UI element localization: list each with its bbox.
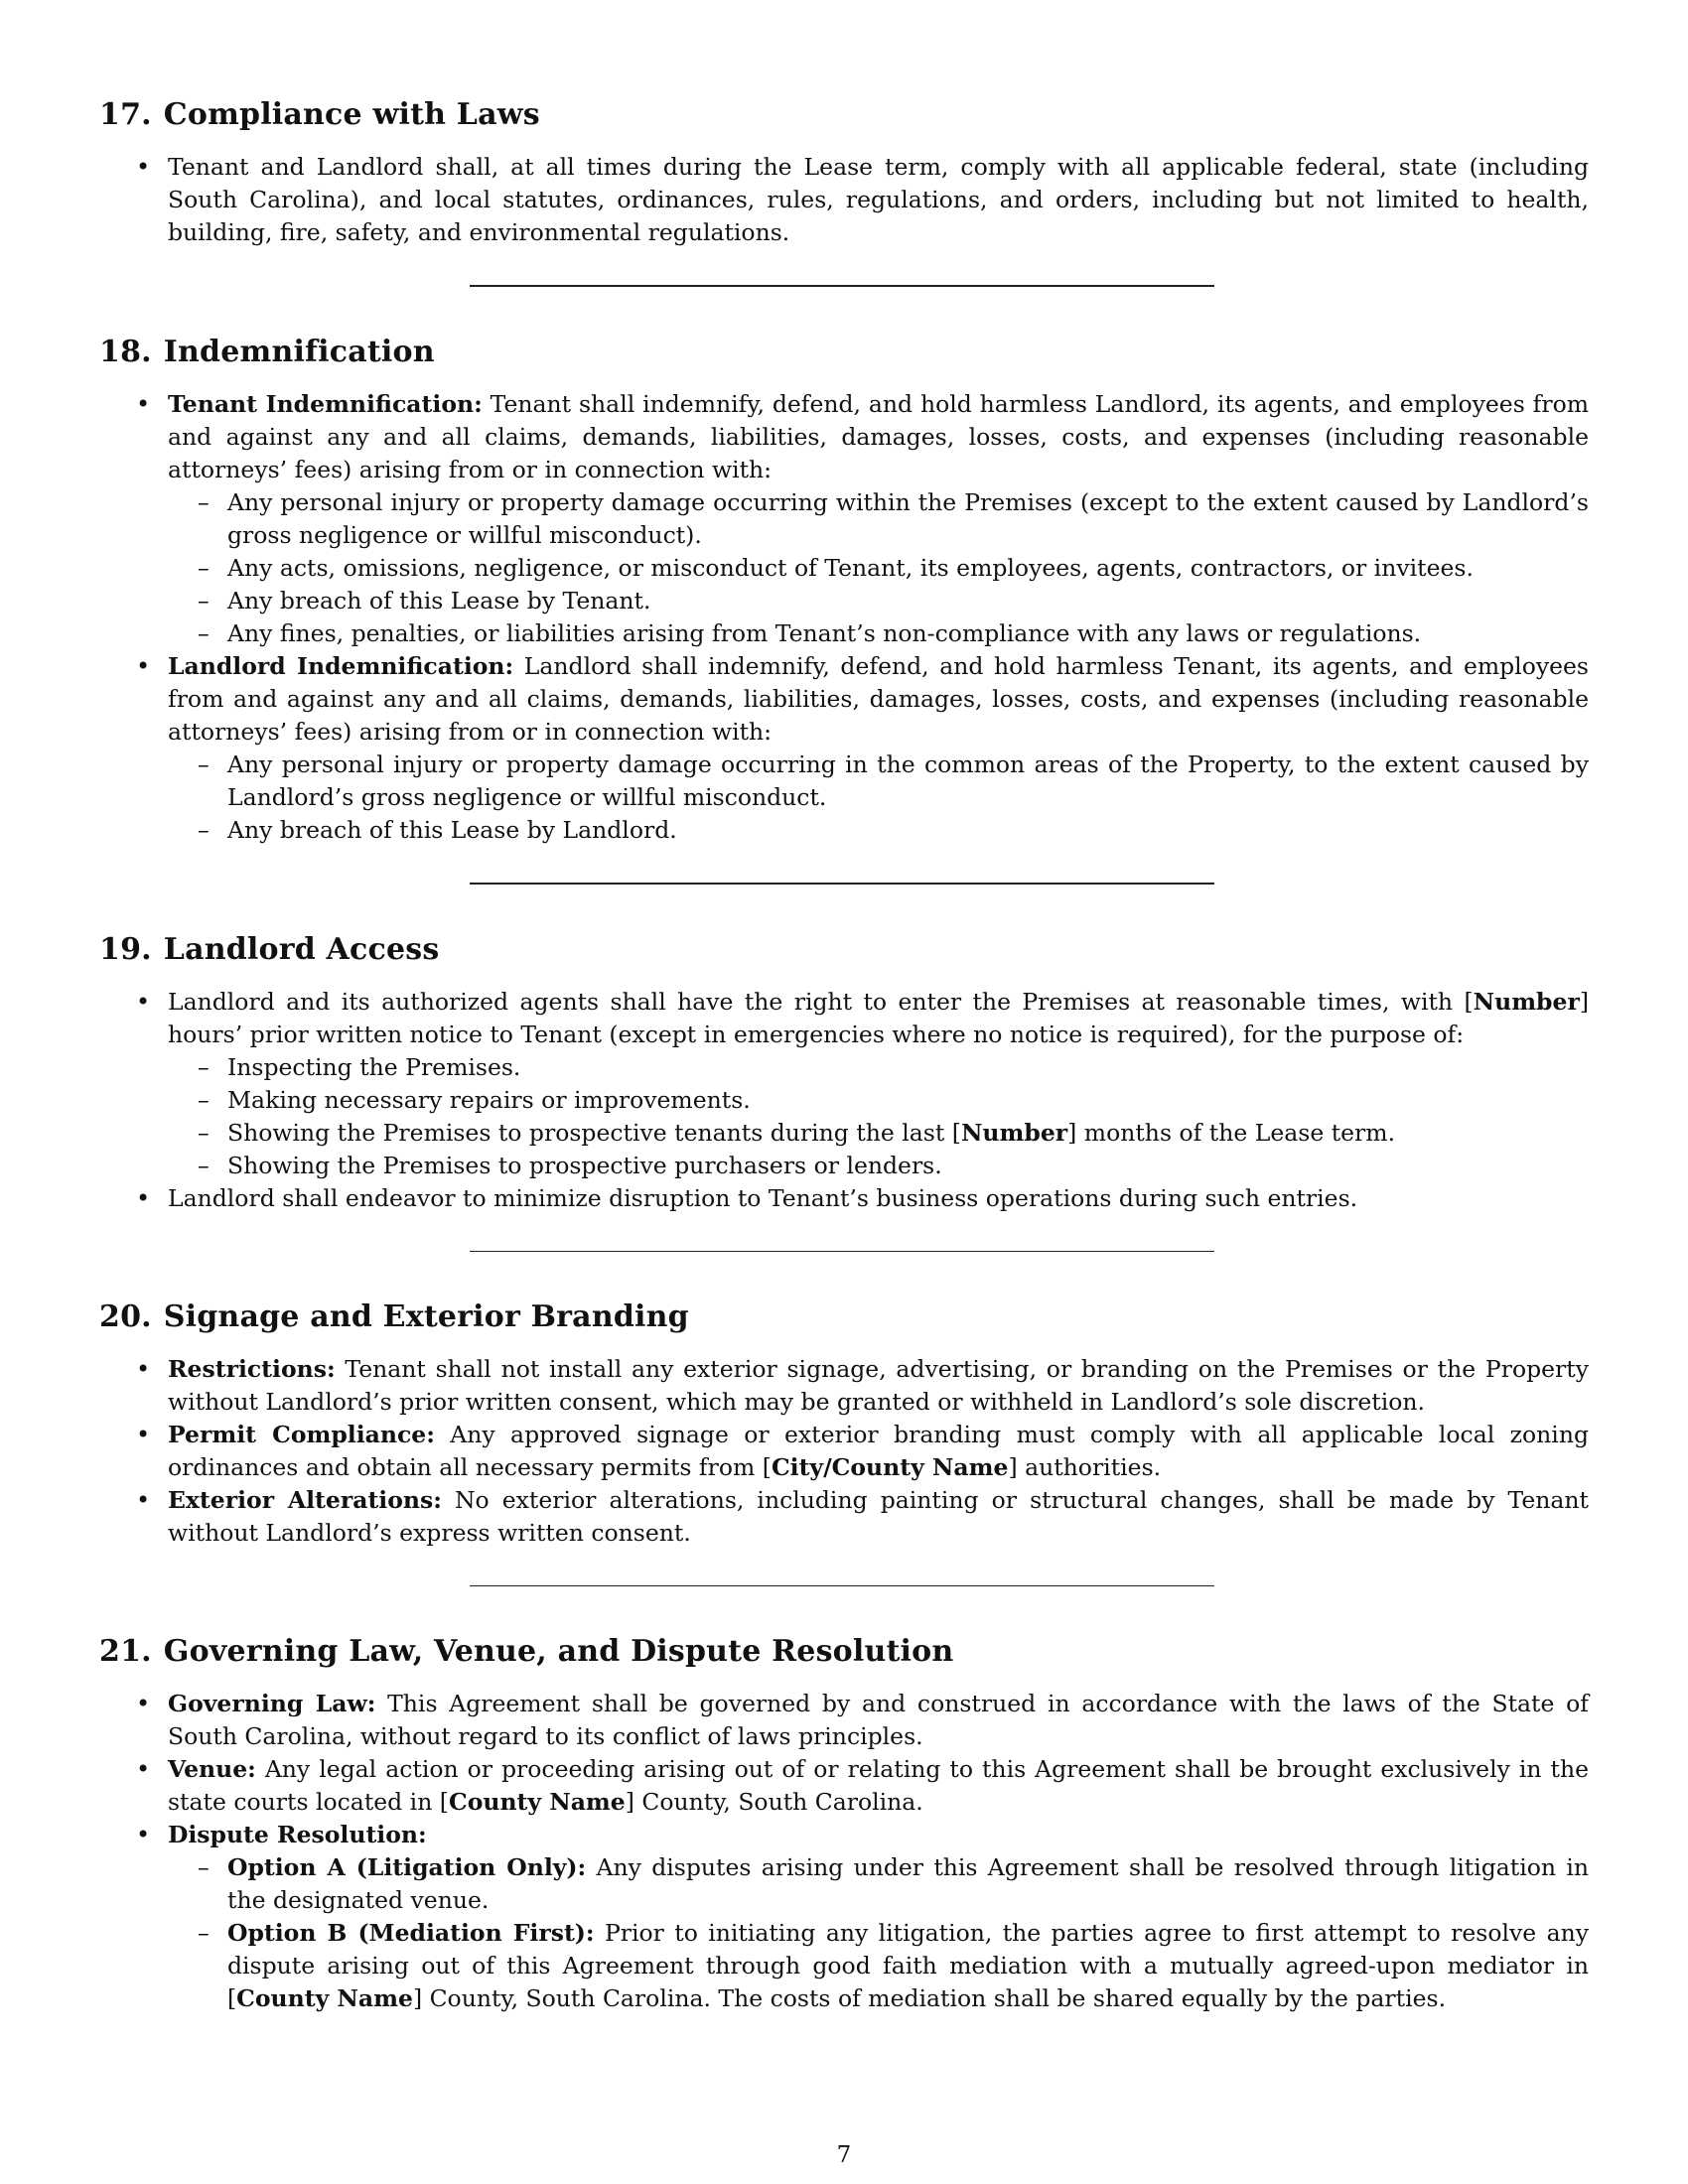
section-indemnification — [99, 333, 1589, 847]
sub-list — [168, 486, 1589, 650]
sub-list — [168, 1051, 1589, 1182]
page-number: 7 — [836, 2142, 852, 2168]
sub-list-item: – Inspecting the Premises. — [168, 1051, 1589, 1084]
item-text: Landlord and its authorized agents shall have the right to enter the Premises at reasonable times, with [ — [168, 988, 1474, 1016]
section-number: 20. — [99, 1299, 152, 1334]
section-number: 21. — [99, 1634, 152, 1669]
item-text: Tenant and Landlord shall, at all times during the Lease term, comply with all applicable federal, state (including South Carolina), and local statutes, ordinances, rules, regulations, and orders, including but not limited to health, building, fire, safety, and environmental regulations. — [168, 153, 1589, 246]
bullet-list — [99, 1353, 1589, 1550]
section-divider — [470, 285, 1214, 287]
item-text: ] authorities. — [1008, 1453, 1162, 1481]
item-text: Showing the Premises to prospective tenants during the last [ — [227, 1119, 961, 1147]
section-heading — [99, 95, 1589, 135]
section-title: Landlord Access — [163, 932, 440, 967]
sub-list — [168, 749, 1589, 847]
item-text: Tenant shall not install any exterior signage, advertising, or branding on the Premises or the Property without Landlord’s prior written consent, which may be granted or withheld in Landlord’s sole discretion. — [168, 1355, 1589, 1416]
bullet-list — [99, 1688, 1589, 2015]
section-title: Signage and Exterior Branding — [163, 1299, 689, 1334]
item-text: Tenant shall indemnify, defend, and hold harmless Landlord, its agents, and employees from and against any and all claims, demands, liabilities, damages, losses, costs, and expenses (including reasonable attorneys’ fees) arising from or in connection with: — [168, 390, 1589, 483]
bullet-list — [99, 986, 1589, 1215]
item-text: ] County, South Carolina. — [625, 1788, 923, 1816]
item-label: Dispute Resolution: — [168, 1821, 427, 1848]
placeholder-field: County Name — [448, 1788, 626, 1816]
section-landlord-access — [99, 930, 1589, 1215]
item-text: Prior to initiating any litigation, the parties agree to first attempt to resolve any dispute arising out of this Agreement through good faith mediation with a mutually agreed-upon mediator in [ — [227, 1919, 1589, 2012]
sub-list-item — [168, 1117, 1589, 1150]
section-title: Indemnification — [163, 335, 435, 369]
list-item — [99, 151, 1589, 249]
section-divider — [470, 883, 1214, 885]
item-text: Landlord shall endeavor to minimize disruption to Tenant’s business operations during such entries. — [168, 1184, 1358, 1212]
sub-list-item — [168, 1851, 1589, 1917]
sub-list-item: – Any breach of this Lease by Landlord. — [168, 814, 1589, 847]
item-text: Any legal action or proceeding arising out of or relating to this Agreement shall be brought exclusively in the state courts located in [ — [168, 1755, 1589, 1816]
item-label: Permit Compliance: — [168, 1421, 435, 1448]
section-compliance-with-laws — [99, 95, 1589, 249]
placeholder-field: County Name — [236, 1984, 413, 2012]
page-content — [99, 95, 1589, 2015]
sub-list — [168, 1851, 1589, 2015]
placeholder-field: Number — [1473, 988, 1580, 1016]
list-item — [99, 1688, 1589, 1753]
list-item — [99, 1353, 1589, 1419]
section-governing-law — [99, 1632, 1589, 2015]
section-number: 19. — [99, 932, 152, 967]
item-text: Landlord shall indemnify, defend, and hold harmless Tenant, its agents, and employees from and against any and all claims, demands, liabilities, damages, losses, costs, and expenses (including reasonable attorneys’ fees) arising from or in connection with: — [168, 652, 1589, 746]
sub-list-item: – Any fines, penalties, or liabilities arising from Tenant’s non-compliance with any laws or regulations. — [168, 617, 1589, 650]
list-item — [99, 986, 1589, 1182]
section-heading — [99, 930, 1589, 970]
section-title: Compliance with Laws — [163, 97, 540, 132]
section-signage-and-exterior-branding — [99, 1297, 1589, 1550]
item-label: Venue: — [168, 1755, 256, 1783]
placeholder-field: Number — [960, 1119, 1068, 1147]
section-title: Governing Law, Venue, and Dispute Resolution — [163, 1634, 954, 1669]
sub-list-item: – Any acts, omissions, negligence, or misconduct of Tenant, its employees, agents, contractors, or invitees. — [168, 552, 1589, 585]
item-label: Tenant Indemnification: — [168, 390, 483, 418]
section-number: 17. — [99, 97, 152, 132]
sub-list-item: – Any personal injury or property damage occurring within the Premises (except to the extent caused by Landlord’s gross negligence or willful misconduct). — [168, 486, 1589, 552]
placeholder-field: City/County Name — [771, 1453, 1009, 1481]
item-label: Exterior Alterations: — [168, 1486, 442, 1514]
sub-list-item: – Showing the Premises to prospective purchasers or lenders. — [168, 1150, 1589, 1182]
item-label: Restrictions: — [168, 1355, 336, 1383]
bullet-list — [99, 388, 1589, 847]
section-number: 18. — [99, 335, 152, 369]
list-item — [99, 1484, 1589, 1550]
section-heading — [99, 1632, 1589, 1672]
sub-list-item: – Any personal injury or property damage occurring in the common areas of the Property, to the extent caused by Landlord’s gross negligence or willful misconduct. — [168, 749, 1589, 814]
list-item — [99, 650, 1589, 847]
section-heading — [99, 1297, 1589, 1337]
list-item — [99, 1419, 1589, 1484]
list-item — [99, 1182, 1589, 1215]
item-text: ] months of the Lease term. — [1067, 1119, 1396, 1147]
list-item — [99, 388, 1589, 650]
list-item — [99, 1819, 1589, 2015]
sub-list-item: – Any breach of this Lease by Tenant. — [168, 585, 1589, 617]
item-text: ] County, South Carolina. The costs of mediation shall be shared equally by the parties. — [412, 1984, 1447, 2012]
sub-list-item: – Making necessary repairs or improvements. — [168, 1084, 1589, 1117]
item-text: Any approved signage or exterior branding must comply with all applicable local zoning ordinances and obtain all necessary permits from [ — [168, 1421, 1589, 1481]
item-text: No exterior alterations, including painting or structural changes, shall be made by Tenant without Landlord’s express written consent. — [168, 1486, 1590, 1547]
section-divider — [470, 1585, 1214, 1586]
item-text: ] hours’ prior written notice to Tenant (except in emergencies where no notice is required), for the purpose of: — [168, 988, 1589, 1048]
item-label: Option A (Litigation Only): — [227, 1853, 587, 1881]
sub-list-item — [168, 1917, 1589, 2015]
section-divider — [470, 1251, 1214, 1252]
item-label: Option B (Mediation First): — [227, 1919, 595, 1947]
section-heading — [99, 333, 1589, 372]
list-item — [99, 1753, 1589, 1819]
item-label: Landlord Indemnification: — [168, 652, 514, 680]
item-text: Any disputes arising under this Agreement shall be resolved through litigation in the designated venue. — [227, 1853, 1589, 1914]
bullet-list — [99, 151, 1589, 249]
item-label: Governing Law: — [168, 1690, 376, 1717]
item-text: This Agreement shall be governed by and construed in accordance with the laws of the State of South Carolina, without regard to its conflict of laws principles. — [168, 1690, 1589, 1750]
